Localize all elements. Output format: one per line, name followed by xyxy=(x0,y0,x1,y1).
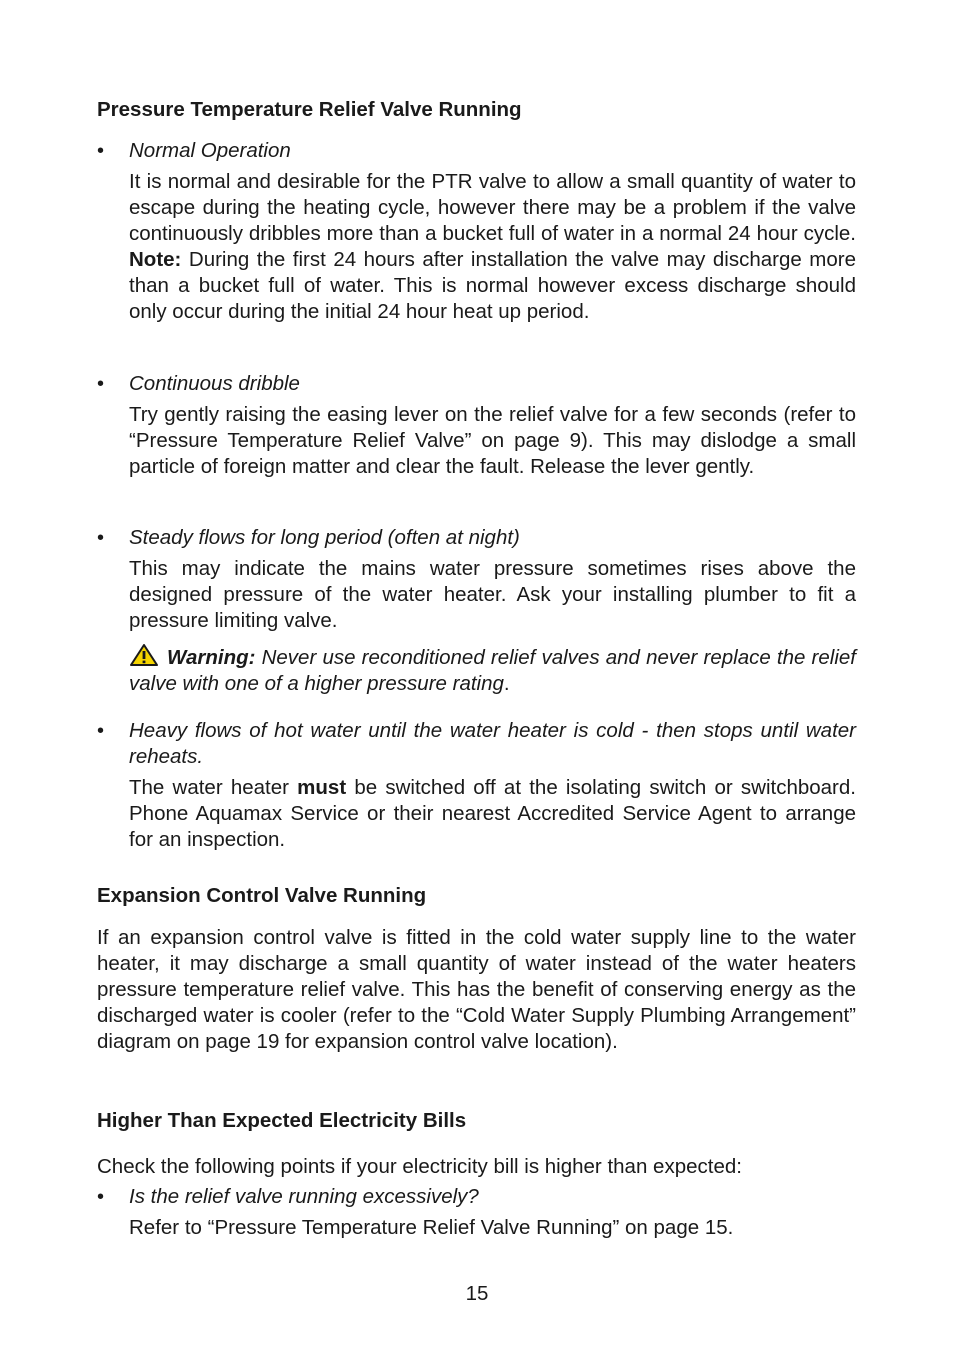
item-title-steady-flows: Steady flows for long period (often at night) xyxy=(129,526,520,549)
paragraph-electricity-intro: Check the following points if your electricity bill is higher than expected: xyxy=(97,1155,742,1178)
bullet-icon: • xyxy=(97,527,105,549)
bullet-icon: • xyxy=(97,373,105,395)
warning-note: Warning: Never use reconditioned relief valves and never replace the relief valve with one of a higher pressure rating. xyxy=(129,643,856,697)
item-title-normal-operation: Normal Operation xyxy=(129,139,291,162)
item-title-relief-valve-excessive: Is the relief valve running excessively? xyxy=(129,1185,479,1208)
item-title-heavy-flows: Heavy flows of hot water until the water heater is cold - then stops until water reheats. xyxy=(129,719,856,768)
section-heading-electricity-bills: Higher Than Expected Electricity Bills xyxy=(97,1109,467,1132)
paragraph-steady-flows: This may indicate the mains water pressure sometimes rises above the designed pressure of the water heater. Ask your installing plumber to fit a pressure limiting valve. xyxy=(129,557,856,632)
bullet-icon: • xyxy=(97,140,105,162)
item-title-continuous-dribble: Continuous dribble xyxy=(129,372,300,395)
paragraph-normal-operation: It is normal and desirable for the PTR valve to allow a small quantity of water to escape during the heating cycle, however there may be a problem if the valve continuously dribbles more than a bucket full of water in a normal 24 hour cycle. Note: During the first 24 hours after installation the valve may discharge more than a bucket full of water. This is normal however excess discharge should only occur during the initial 24 hour heat up period. xyxy=(129,170,856,323)
section-heading-expansion-valve: Expansion Control Valve Running xyxy=(97,884,427,907)
paragraph-refer-page: Refer to “Pressure Temperature Relief Valve Running” on page 15. xyxy=(129,1216,734,1239)
paragraph-expansion-valve: If an expansion control valve is fitted in the cold water supply line to the water heater, it may discharge a small quantity of water instead of the water heaters pressure temperature relief valve. This has the benefit of conserving energy as the discharged water is cooler (refer to the “Cold Water Supply Plumbing Arrangement” diagram on page 19 for expansion control valve location). xyxy=(97,926,856,1053)
paragraph-heavy-flows: The water heater must be switched off at the isolating switch or switchboard. Phone Aquamax Service or their nearest Accredited Service Agent to arrange for an inspection. xyxy=(129,776,856,851)
bullet-icon: • xyxy=(97,720,105,742)
bullet-icon: • xyxy=(97,1186,105,1208)
paragraph-continuous-dribble: Try gently raising the easing lever on the relief valve for a few seconds (refer to “Pressure Temperature Relief Valve” on page 9). This may dislodge a small particle of foreign matter and clear the fault. Release the lever gently. xyxy=(129,403,856,478)
page-number: 15 xyxy=(465,1282,489,1305)
section-heading-ptr-valve: Pressure Temperature Relief Valve Running xyxy=(97,98,522,121)
warning-triangle-icon xyxy=(129,643,159,667)
